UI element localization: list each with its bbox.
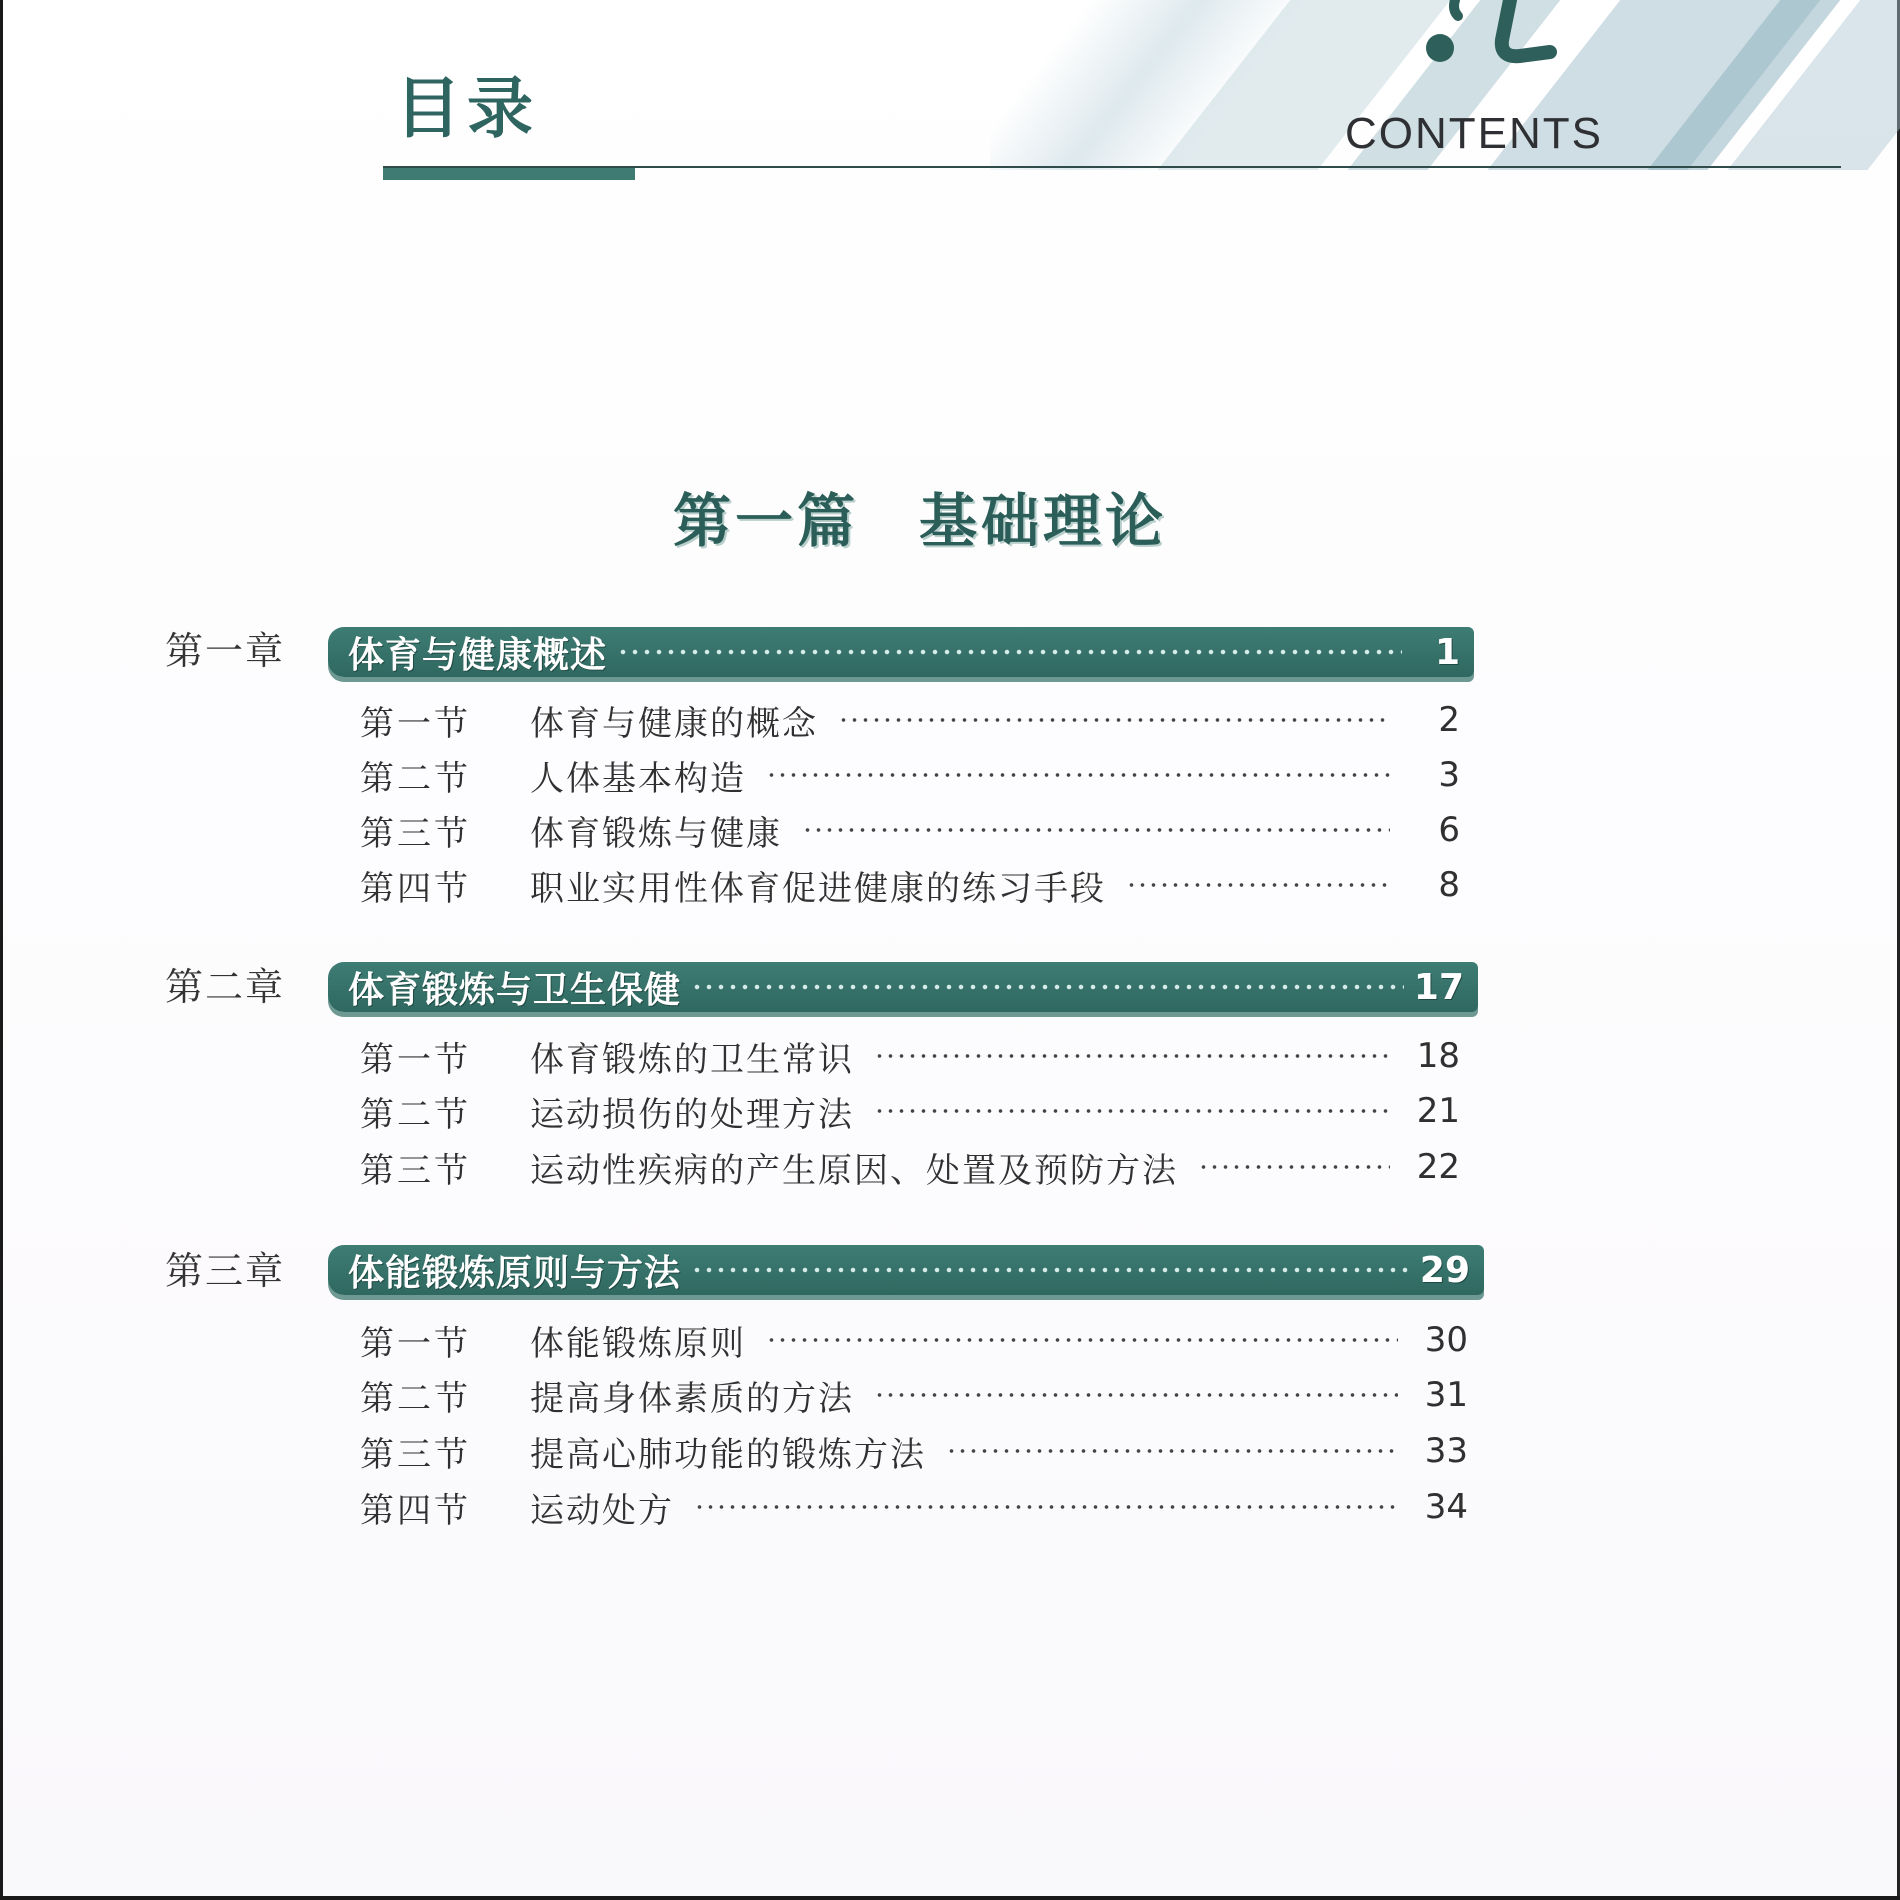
part-name: 基础理论 [919,487,1168,555]
section-number: 第三节 [360,1434,471,1475]
dot-leader [838,710,1390,730]
section-entry[interactable] [360,1485,1468,1529]
section-page: 6 [1438,810,1460,850]
section-page: 18 [1416,1036,1460,1076]
dot-leader [874,1046,1390,1066]
section-entry[interactable] [360,1318,1468,1362]
section-title: 运动性疾病的产生原因、处置及预防方法 [530,1150,1178,1191]
section-page: 33 [1424,1431,1468,1471]
header-rule-accent [383,168,635,180]
chapter-page: 1 [1434,631,1460,673]
toc-title: 目录 [395,70,539,147]
chapter-label: 第一章 [165,629,286,673]
dot-leader [691,972,1404,1002]
section-number: 第四节 [360,868,471,909]
chapter-title: 体育锻炼与卫生保健 [348,969,682,1011]
section-number: 第二节 [360,758,471,799]
chapter-page: 17 [1413,966,1464,1008]
chapter-entry[interactable] [328,1245,1484,1295]
chapter-title: 体能锻炼原则与方法 [348,1252,682,1294]
section-title: 体育与健康的概念 [530,703,818,744]
section-title: 运动损伤的处理方法 [530,1094,854,1135]
dot-leader [617,637,1402,667]
chapter-entry[interactable] [328,627,1474,677]
dot-leader [766,1330,1398,1350]
section-title: 运动处方 [530,1490,674,1531]
section-entry[interactable] [360,1429,1468,1473]
section-number: 第二节 [360,1094,471,1135]
section-page: 2 [1438,700,1460,740]
section-entry[interactable] [360,1034,1460,1078]
section-number: 第三节 [360,813,471,854]
section-entry[interactable] [360,753,1460,797]
athlete-figure-icon [1360,0,1560,70]
chapter-title: 体育与健康概述 [348,634,608,676]
dot-leader [946,1441,1398,1461]
part-title [0,487,1840,555]
section-page: 3 [1438,755,1460,795]
section-entry[interactable] [360,1373,1468,1417]
dot-leader [1198,1157,1390,1177]
part-number: 第一篇 [672,487,859,555]
section-page: 22 [1416,1147,1460,1187]
section-number: 第一节 [360,1039,471,1080]
dot-leader [766,765,1390,785]
contents-heading: CONTENTS [1345,109,1603,158]
section-number: 第三节 [360,1150,471,1191]
section-title: 体育锻炼的卫生常识 [530,1039,854,1080]
dot-leader [694,1497,1398,1517]
dot-leader [691,1255,1410,1285]
chapter-page: 29 [1419,1249,1470,1291]
section-number: 第一节 [360,703,471,744]
section-page: 30 [1424,1320,1468,1360]
chapter-entry[interactable] [328,962,1478,1012]
section-entry[interactable] [360,863,1460,907]
dot-leader [1126,875,1390,895]
section-entry[interactable] [360,808,1460,852]
chapter-label: 第二章 [165,965,286,1009]
section-title: 职业实用性体育促进健康的练习手段 [530,868,1106,909]
section-number: 第一节 [360,1323,471,1364]
page-left-edge [0,0,3,1900]
dot-leader [802,820,1390,840]
dot-leader [874,1101,1390,1121]
page-bottom-edge [0,1896,1900,1900]
section-number: 第二节 [360,1378,471,1419]
section-title: 提高身体素质的方法 [530,1378,854,1419]
chapter-label: 第三章 [165,1249,286,1293]
section-number: 第四节 [360,1490,471,1531]
section-page: 8 [1438,865,1460,905]
section-page: 31 [1424,1375,1468,1415]
section-title: 提高心肺功能的锻炼方法 [530,1434,926,1475]
section-entry[interactable] [360,1089,1460,1133]
section-entry[interactable] [360,698,1460,742]
section-title: 体能锻炼原则 [530,1323,746,1364]
section-title: 体育锻炼与健康 [530,813,782,854]
section-page: 21 [1416,1091,1460,1131]
dot-leader [874,1385,1398,1405]
section-page: 34 [1424,1487,1468,1527]
section-entry[interactable] [360,1145,1460,1189]
section-title: 人体基本构造 [530,758,746,799]
